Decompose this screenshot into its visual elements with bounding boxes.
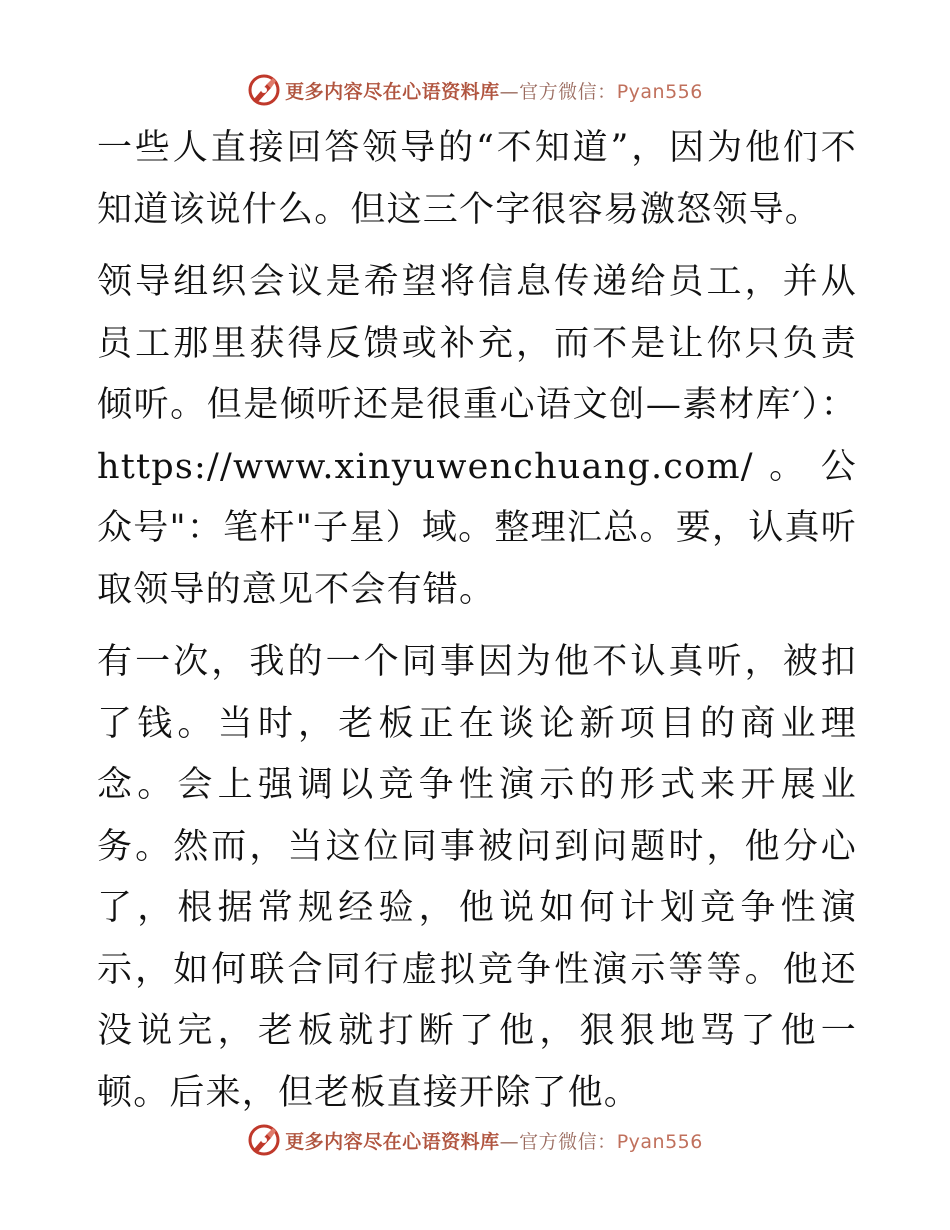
banner-sub-text: —官方微信： [499,1130,617,1153]
wechat-id: Pyan556 [616,80,703,103]
banner-text [285,77,703,104]
banner-main-text: 更多内容尽在心语资料库 [285,80,500,103]
pen-logo-icon [247,73,281,107]
paragraph: 领导组织会议是希望将信息传递给员工，并从员工那里获得反馈或补充，而不是让你只负责倾听。但是倾听还是很重心语文创—素材库′）：https://www.xinyuwenchuang.com/。公众号"：笔杆"子星）域。整理汇总。要，认真听取领导的意见不会有错。 [97,262,857,610]
document-body [97,118,857,1124]
banner-text [285,1127,703,1154]
paragraph: 一些人直接回答领导的“不知道”，因为他们不知道该说什么。但这三个字很容易激怒领导。 [97,128,857,230]
footer-banner [0,1120,950,1160]
banner-main-text: 更多内容尽在心语资料库 [285,1130,500,1153]
banner-sub-text: —官方微信： [499,80,617,103]
paragraph: 有一次，我的一个同事因为他不认真听，被扣了钱。当时，老板正在谈论新项目的商业理念。会上强调以竞争性演示的形式来开展业务。然而，当这位同事被问到问题时，他分心了，根据常规经验，他说如何计划竞争性演示，如何联合同行虚拟竞争性演示等等。他还没说完，老板就打断了他，狠狠地骂了他一顿。后来，但老板直接开除了他。 [97,642,857,1113]
wechat-id: Pyan556 [616,1130,703,1153]
pen-logo-icon [247,1123,281,1157]
header-banner [0,70,950,110]
